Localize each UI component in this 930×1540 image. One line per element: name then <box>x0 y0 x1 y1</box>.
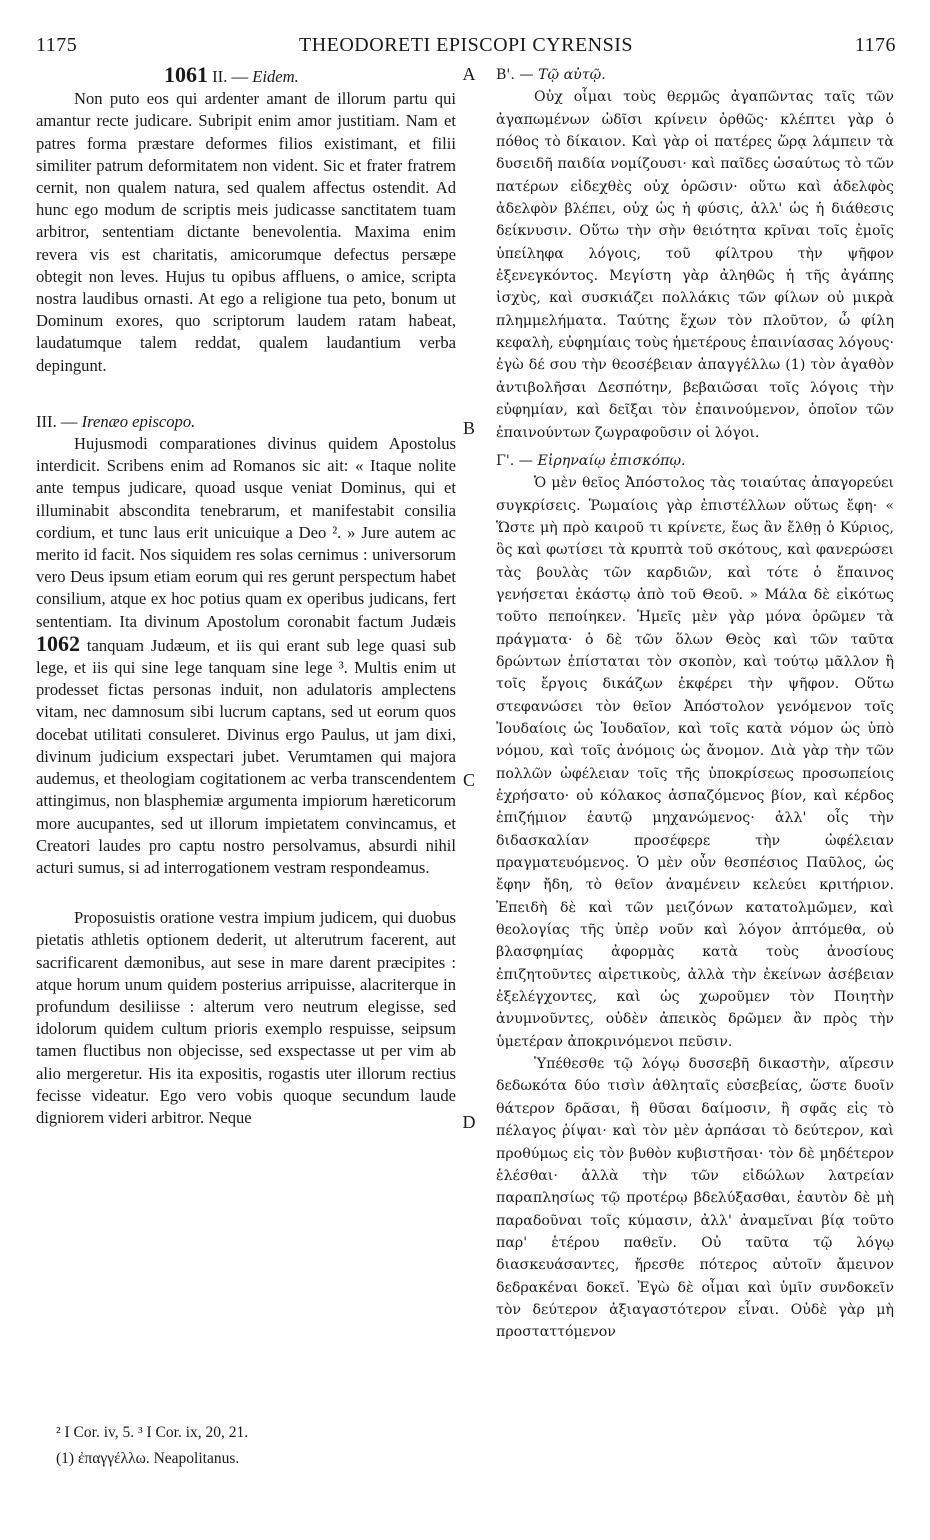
letter-2-heading-greek: Β'. — Τῷ αὐτῷ. <box>496 67 606 83</box>
page-number-right: 1176 <box>854 34 896 56</box>
letter-3-paragraph-part: tanquam Judæum, et iis qui erant sub lege quasi sub lege, et iis qui sine lege tanquam sine lege ³. Multis enim ut prodesset fictas personas induit, non adulatoris amplectens vitam, nec damnosum sibi lucrum captans, sed ut eorum quos docebat utilitati consuleret. Divinus ergo Paulus, ut jam dixi, divinum judicium exspectari jubet. Verumtamen qui majora audemus, et theologiam cogitationem ac verba transcendentem attingimus, non blasphemiæ argumenta impiorum hæreticorum more aucupantes, sed ut illorum impietatem convincamus, et Creatori laudes pro captu nostro persolvamus, absurdi nihil acturi sumus, si ad interrogationem vestram respondeamus. <box>36 635 456 877</box>
running-title: THEODORETI EPISCOPI CYRENSIS <box>298 34 634 56</box>
margin-letter-b: B <box>462 418 475 438</box>
running-header <box>36 34 896 62</box>
letter-recipient: Τῷ αὐτῷ. <box>538 67 606 83</box>
page-number-left: 1175 <box>36 34 78 56</box>
letter-3-heading-greek: Γ'. — Εἰρηναίῳ ἐπισκόπῳ. <box>496 452 686 469</box>
letter-2-text-greek: Οὐχ οἶμαι τοὺς θερμῶς ἀγαπῶντας ταῖς τῶν ἀγαπωμένων ὠδῖσι κρίνειν ὀρθῶς· κλέπτει γὰρ ὁ πόθος τὸ δίκαιον. Καὶ γὰρ οἱ πατέρες ὥρᾳ λάμπειν τὰ δυσειδῆ παιδία νομίζουσι· καὶ παῖδες ὡσαύτως τὸ τῶν πατέρων εἰδεχθὲς οὐχ ὁρῶσιν· οὕτω καὶ ἀδελφὸς ἀδελφὸν βλέπει, οὐχ ὡς ἡ φύσις, ἀλλ' ὡς ἡ διάθεσις δείκνυσιν. Οὕτω τὴν σὴν θειότητα κρῖναι τοῖς ἐμοῖς ὑπείληφα λόγοις, τοῦ φίλτρου τὴν ψῆφον ἐξενεγκόντος. Μεγίστη γὰρ ἀληθῶς ἡ τῆς ἀγάπης ἰσχὺς, καὶ συσκιάζει πολλάκις τῶν φίλων οὐ μικρὰ πλημμελήματα. Ταύτης ἔχων τὸν πλοῦτον, ὦ φίλη κεφαλὴ, εὐφημίαις τοὺς ἡμετέρους ἐπαινίασας λόγους· ἐγὼ δέ σου τὴν θεοσέβειαν ἀπαγγέλλω (1) τὸν ἀγαθὸν ἀντιβολῆσαι Δεσπότην, βεβαιῶσαι τοῖς λόγοις τὴν εὐφημίαν, καὶ δεῖξαι τὸν ἐπαινούμενον, ὁποῖον τῶν ἐπαινούντων ζωγραφοῦσιν οἱ λόγοι. <box>496 89 894 441</box>
letter-recipient: Eidem. <box>252 67 299 86</box>
letter-3-text-latin <box>36 433 456 879</box>
letter-2-heading-latin: 1061 II. — Eidem. <box>164 62 299 87</box>
footnote-scripture: ² I Cor. iv, 5. ³ I Cor. ix, 20, 21. <box>56 1424 249 1441</box>
letter-3-heading-latin: III. — Irenæo episcopo. <box>36 411 196 431</box>
letter-2-text-latin: Non puto eos qui ardenter amant de illorum partu qui amantur recte judicare. Subripit enim amor justitiam. Nam et patres forma præstare deformes filios existimant, et filii similiter patrum deformitatem non vident. Sic et frater fratrem cernit, non qualem natura, sed qualem affectus ostendit. Ad hunc ego modum de scriptis meis judicasse sanctitatem tuam arbitror, sententiam dictante benevolentia. Maxima enim revera vis est charitatis, amicorumque defectus persæpe obtegit non leves. Hujus tu opibus affluens, o amice, scripta nostra laudibus ornasti. At ego a religione tua peto, bonum ut Dominum exores, quo scriptorum laudem ratam habeat, laudatumque talem reddat, qualem laudantium verba depingunt. <box>36 89 456 375</box>
column-number: 1062 <box>36 630 80 656</box>
margin-letter-a: A <box>462 64 476 84</box>
letter-number: III. <box>36 411 57 431</box>
greek-column <box>496 64 894 1344</box>
footnotes <box>56 1420 556 1472</box>
latin-column <box>36 64 456 1129</box>
letter-3-text-greek-2: Ὑπέθεσθε τῷ λόγῳ δυσσεβῆ δικαστὴν, αἵρεσιν δεδωκότα δύο τισὶν ἀθληταῖς εὐσεβείας, ὥστε δυοῖν θάτερον δρᾶσαι, ἢ θῦσαι δαίμοσιν, ἢ σφᾶς εἰς τὸ πέλαγος ῥίψαι· καὶ τὸν μὲν ἁρπάσαι τὸ δεύτερον, καὶ προθύμως εἰς τὸν βυθὸν κυβιστῆσαι· τὸν δὲ μηδέτερον ἑλέσθαι· ἀλλὰ τὴν τῶν εἰδώλων λατρείαν παραπλησίως τῷ προτέρῳ βδελύξασθαι, ἑαυτὸν δὲ μὴ παραδοῦναι τοῖς κύμασιν, ἀλλ' ἀναμεῖναι βίᾳ τοῦτο παρ' ἑτέρου παθεῖν. Οὐ ταῦτα τῷ λόγῳ διασκευάσαντες, ἤρεσθε πότερος αὐτοῖν ἄμεινον δεδρακέναι δοκεῖ. Ἐγὼ δὲ οἶμαι καὶ ὑμῖν συνδοκεῖν τὸν δεύτερον ἀξιαγαστότερον εἶναι. Οὐδὲ γὰρ μὴ προσταττόμενον <box>496 1056 894 1341</box>
margin-letter-d: D <box>462 1112 476 1132</box>
letter-number: Γ'. <box>496 452 515 469</box>
margin-letter-c: C <box>462 770 475 790</box>
letter-3-text-greek: Ὁ μὲν θεῖος Ἀπόστολος τὰς τοιαύτας ἀπαγορεύει συγκρίσεις. Ῥωμαίοις γὰρ ἐπιστέλλων οὕτως ἔφη· « Ὥστε μὴ πρὸ καιροῦ τι κρίνετε, ἕως ἂν ἔλθῃ ὁ Κύριος, ὃς καὶ φωτίσει τὰ κρυπτὰ τοῦ σκότους, καὶ φανερώσει τὰς βουλὰς τῶν καρδιῶν, καὶ τότε ὁ ἔπαινος γενήσεται ἑκάστῳ ἀπὸ τοῦ Θεοῦ. » Μάλα δὲ εἰκότως τοῦτο πεποίηκεν. Ἡμεῖς μὲν γὰρ μόνα ὁρῶμεν τὰ πράγματα· ὁ δὲ τῶν ὅλων Θεὸς καὶ τῶν ταῦτα δρώντων ἐπίσταται τὸν σκοπὸν, καὶ τούτῳ μᾶλλον ἢ τοῖς ἔργοις δικάζων ἐκφέρει τὴν ψῆφον. Οὕτω στεφανώσει τὸν θεῖον Ἀπόστολον γενόμενον τοῖς Ἰουδαίοις ὡς Ἰουδαῖον, καὶ τοῖς κατὰ νόμον ὡς ὑπὸ νόμου, καὶ τοῖς ἀνόμοις ὡς ἄνομον. Διὰ γὰρ τὴν τῶν πολλῶν ὠφέλειαν τοῖς τῆς ὑποκρίσεως προσωπείοις ἐχρήσατο· οὐ κόλακος ἀσπαζόμενος βίον, καὶ κέρδος ἐπιζήμιον ἑαυτῷ μηχανώμενος· ἀλλ' οἷς τὴν διδασκαλίαν προσέφερε τὴν ὠφέλειαν πραγματευόμενος. Ὁ μὲν οὖν θεσπέσιος Παῦλος, ὡς ἔφην ἤδη, τὸ θεῖον ἀναμένειν κελεύει κριτήριον. Ἐπειδὴ δὲ καὶ τῶν μειζόνων κατατολμῶμεν, καὶ θεολογίας τῆς ὑπὲρ νοῦν καὶ λόγον ἁπτόμεθα, οὐ βλασφημίας ἀφορμὰς κατὰ τοὺς ἀνοσίους ἐπιζητοῦντες αἱρετικοὺς, ἀλλὰ τὴν ἐκείνων ἀσέβειαν ἐξελέγχοντες, καὶ ὡς χωροῦμεν τὸν Ποιητὴν ἀνυμνοῦντες, οὐδὲν ἀπεικὸς δρῶμεν ἂν πρὸς τὴν ὑμετέραν ἀποκρινόμενοι πεῦσιν. <box>496 475 894 1050</box>
letter-3-text-latin-2: Proposuistis oratione vestra impium judicem, qui duobus pietatis athletis optionem dederit, ut alterutrum facerent, aut sacrificarent dæmonibus, aut sese in mare darent præcipites : atque horum unum quidem posterius arripuisse, alacriterque in profundum desiliisse : alterum vero neutrum elegisse, sed idolorum quidem cultum prioris exemplo respuisse, seipsum tamen fluctibus non objecisse, sed exspectasse ut per vim ab alio mergeretur. His ita expositis, rogastis uter illorum rectius fecisse videatur. Ego vero vobis quoque secundum laude digniorem videri arbitror. Neque <box>36 908 456 1127</box>
letter-number: II. <box>212 67 228 86</box>
letter-3-paragraph-part: Hujusmodi comparationes divinus quidem Apostolus interdicit. Scribens enim ad Romanos sic ait: « Itaque nolite ante tempus judicare, quoad usque veniat Dominus, qui et illuminabit abscondita tenebrarum, et manifestabit consilia cordium, et tunc laus erit unicuique a Deo ². » Jure autem ac merito id facit. Nos siquidem res solas cernimus : universorum vero Deus ipsum etiam eorum qui res gerunt perspectum habet consilium, atque ex hoc potius quam ex operibus judicans, fert sententiam. Ita divinum Apostolum coronabit factum Judæis <box>36 434 456 631</box>
letter-number: Β'. <box>496 67 515 83</box>
letter-recipient: Εἰρηναίῳ ἐπισκόπῳ. <box>537 452 686 469</box>
column-number: 1061 <box>164 62 208 87</box>
letter-recipient: Irenæo episcopo. <box>81 411 196 431</box>
footnote-variant: (1) ἐπαγγέλλω. Neapolitanus. <box>56 1450 240 1467</box>
